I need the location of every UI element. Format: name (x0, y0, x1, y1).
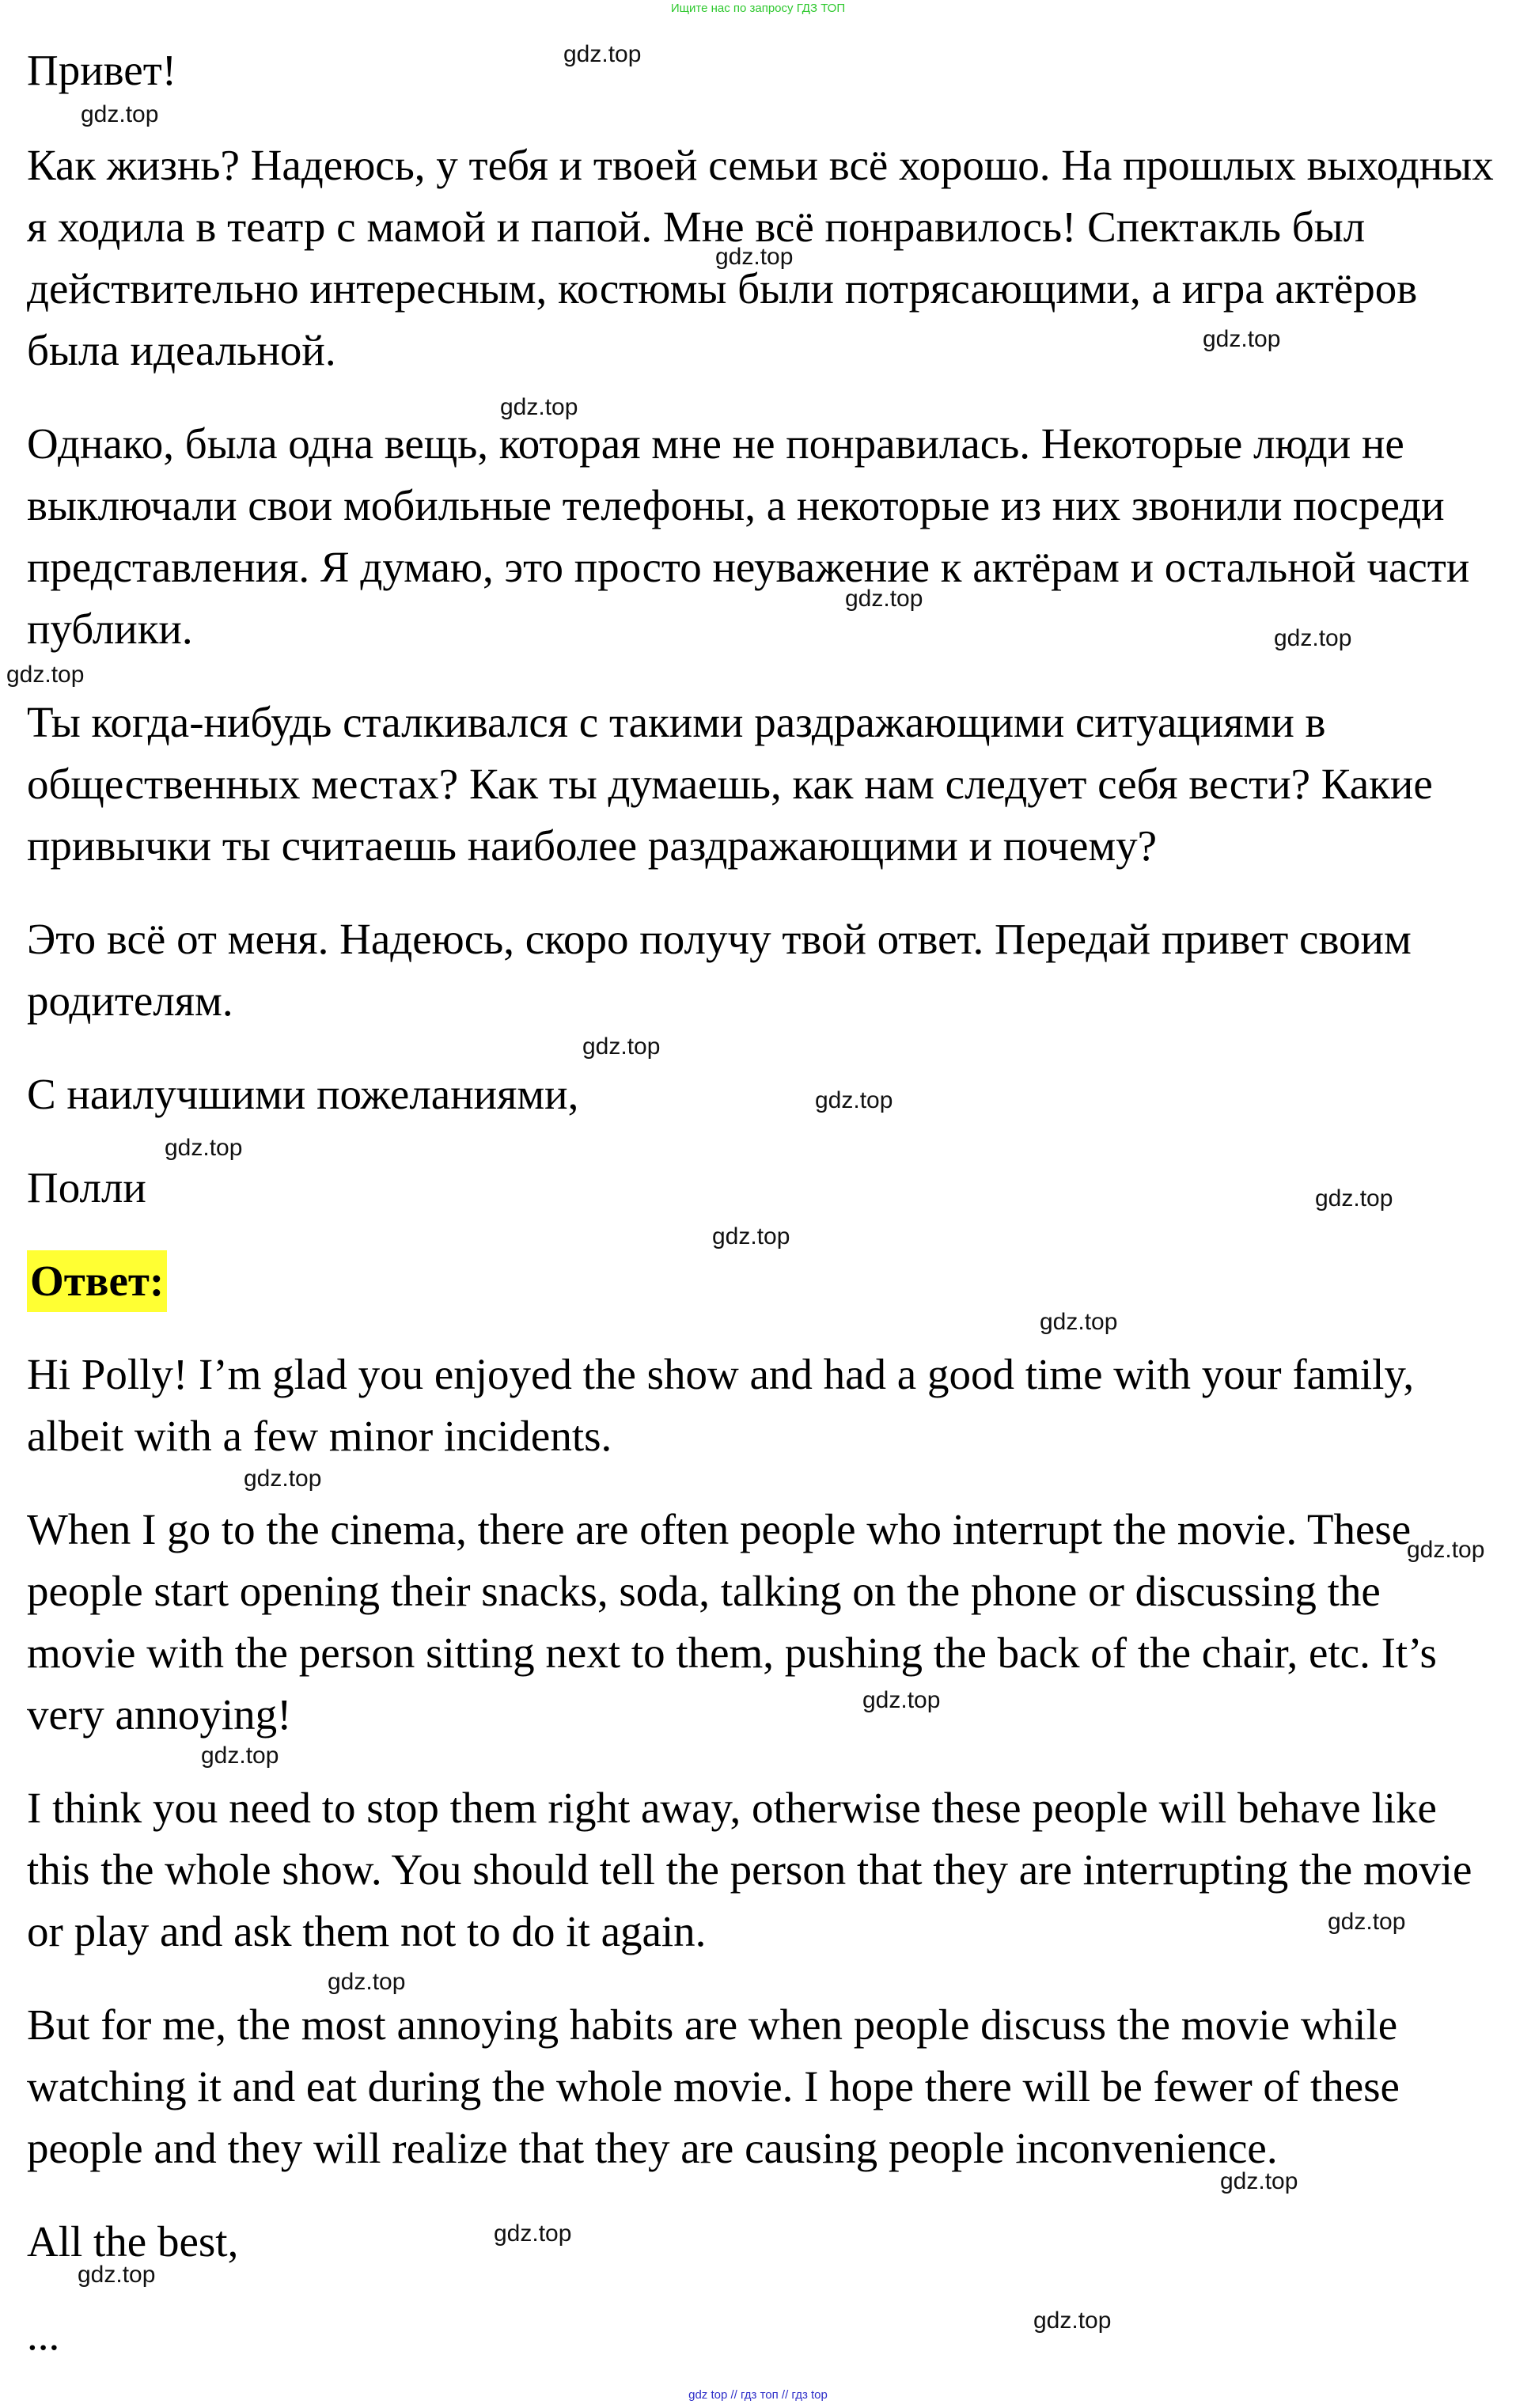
watermark: gdz.top (1040, 1309, 1118, 1335)
watermark: gdz.top (244, 1466, 322, 1492)
answer-closing: All the best, (27, 2217, 239, 2266)
letter-paragraph-1: Как жизнь? Надеюсь, у тебя и твоей семьи всё хорошо. На прошлых выходных я ходила в театр с мамой и папой. Мне всё понравилось! Спектакль был действительно интересным, костюмы были потрясающими, а игра актёров была идеальной. (27, 141, 1494, 374)
watermark: gdz.top (862, 1687, 941, 1713)
watermark: gdz.top (328, 1969, 406, 1995)
bottom-banner: gdz top // гдз топ // гдз top (688, 2388, 828, 2402)
watermark: gdz.top (6, 662, 85, 688)
answer-label: Ответ: (27, 1250, 167, 1312)
watermark: gdz.top (201, 1742, 279, 1769)
letter-paragraph-3: Ты когда-нибудь сталкивался с такими раздражающими ситуациями в общественных местах? Как ты думаешь, как нам следует себя вести? Какие привычки ты считаешь наиболее раздражающими и почему? (27, 698, 1433, 870)
watermark: gdz.top (494, 2220, 572, 2247)
letter-closing: С наилучшими пожеланиями, (27, 1070, 579, 1118)
document-body (27, 40, 1499, 2366)
watermark: gdz.top (845, 586, 923, 612)
watermark: gdz.top (563, 41, 642, 67)
answer-paragraph-4: But for me, the most annoying habits are when people discuss the movie while watching it and eat during the whole movie. I hope there will be fewer of these people and they will realize that they are causing people inconvenience. (27, 2000, 1400, 2172)
letter-paragraph-4: Это всё от меня. Надеюсь, скоро получу твой ответ. Передай привет своим родителям. (27, 915, 1412, 1025)
watermark: gdz.top (815, 1087, 893, 1113)
watermark: gdz.top (1033, 2308, 1112, 2334)
watermark: gdz.top (1315, 1185, 1393, 1212)
top-banner: Ищите нас по запросу ГДЗ ТОП (670, 2, 846, 15)
watermark: gdz.top (582, 1033, 661, 1060)
watermark: gdz.top (1203, 326, 1281, 352)
watermark: gdz.top (500, 394, 578, 420)
answer-paragraph-3: I think you need to stop them right away, otherwise these people will behave like this the whole show. You should tell the person that they are interrupting the movie or play and ask them not to do it again. (27, 1784, 1472, 1955)
watermark: gdz.top (165, 1135, 243, 1161)
watermark: gdz.top (715, 244, 794, 270)
answer-paragraph-2: When I go to the cinema, there are often people who interrupt the movie. These people start opening their snacks, soda, talking on the phone or discussing the movie with the person sitting next to them, pushing the back of the chair, etc. It’s very annoying! (27, 1505, 1437, 1739)
letter-paragraph-2: Однако, была одна вещь, которая мне не понравилась. Некоторые люди не выключали свои мобильные телефоны, а некоторые из них звонили посреди представления. Я думаю, это просто неуважение к актёрам и остальной части публики. (27, 419, 1470, 653)
watermark: gdz.top (81, 101, 159, 127)
letter-signature: Полли (27, 1163, 146, 1212)
watermark: gdz.top (78, 2262, 156, 2288)
watermark: gdz.top (712, 1223, 790, 1250)
answer-signature: ... (27, 2311, 60, 2359)
letter-greeting: Привет! (27, 46, 177, 94)
watermark: gdz.top (1407, 1537, 1485, 1563)
watermark: gdz.top (1328, 1909, 1406, 1935)
watermark: gdz.top (1274, 625, 1352, 651)
watermark: gdz.top (1220, 2168, 1298, 2194)
answer-paragraph-1: Hi Polly! I’m glad you enjoyed the show and had a good time with your family, albeit with a few minor incidents. (27, 1350, 1415, 1460)
